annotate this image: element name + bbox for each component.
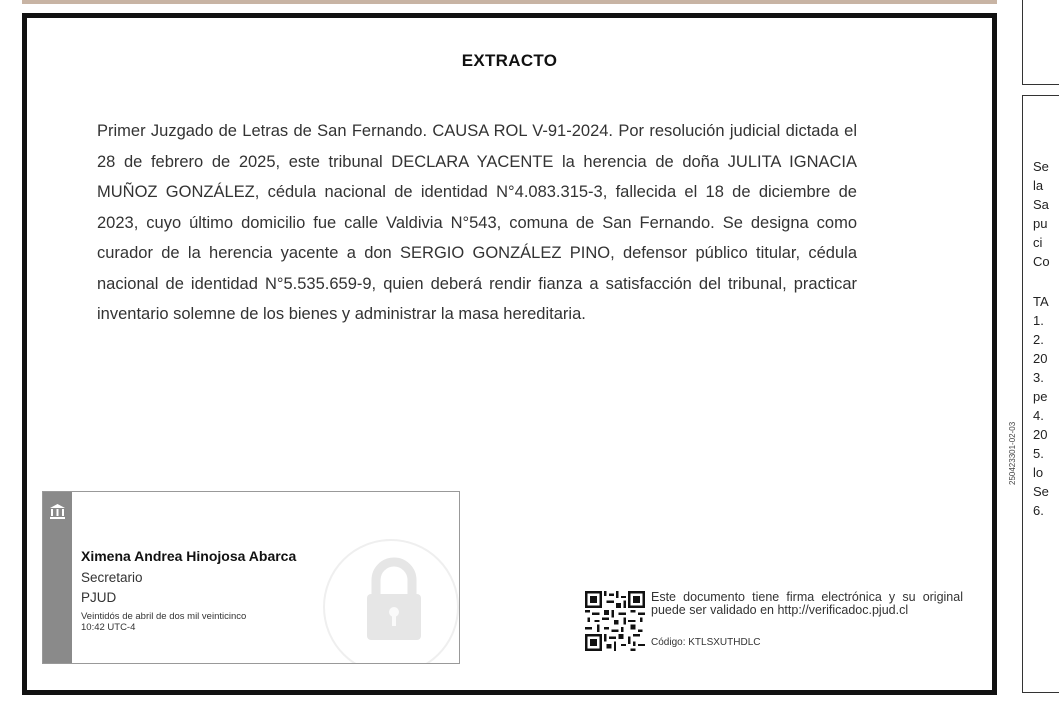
fragment-text: 3.: [1033, 370, 1044, 385]
courthouse-icon: [48, 502, 67, 521]
qr-code[interactable]: [585, 591, 645, 651]
signer-org: PJUD: [81, 590, 117, 605]
verification-text: Este documento tiene firma electrónica y su original puede ser validado en http://verificadoc.pjud.cl: [651, 590, 963, 617]
fragment-text: pu: [1033, 216, 1048, 231]
top-rule: [22, 0, 997, 4]
fragment-text: Se: [1033, 484, 1049, 499]
adjacent-box-top: [1022, 0, 1059, 85]
document-title: EXTRACTO: [461, 51, 558, 70]
signature-date: [81, 611, 246, 633]
fragment-text: TA: [1033, 294, 1049, 309]
fragment-text: pe: [1033, 389, 1048, 404]
signer-name: Ximena Andrea Hinojosa Abarca: [81, 548, 297, 564]
document-side-id: 250423301-02-03: [1008, 421, 1017, 485]
fragment-text: Co: [1033, 254, 1050, 269]
signer-role: Secretario: [81, 570, 143, 585]
verification-code: Código: KTLSXUTHDLC: [651, 637, 761, 648]
fragment-text: la: [1033, 178, 1044, 193]
extract-body: Primer Juzgado de Letras de San Fernando. CAUSA ROL V-91-2024. Por resolución judicial dictada el 28 de febrero de 2025, este tribunal DECLARA YACENTE la herencia de doña JULITA IGNACIA MUÑOZ GONZÁLEZ, cédula nacional de identidad N°4.083.315-3, fallecida el 18 de diciembre de 2023, cuyo último domicilio fue calle Valdivia N°543, comuna de San Fernando. Se designa como curador de la herencia yacente a don SERGIO GONZÁLEZ PINO, defensor público titular, cédula nacional de identidad N°5.535.659-9, quien deberá rendir fianza a satisfacción del tribunal, practicar inventario solemne de los bienes y administrar la masa hereditaria.: [97, 122, 857, 323]
fragment-text: ci: [1033, 235, 1043, 250]
lock-icon: [359, 554, 429, 644]
fragment-text: lo: [1033, 465, 1044, 480]
fragment-text: 20: [1033, 351, 1048, 366]
fragment-text: Sa: [1033, 197, 1049, 212]
fragment-text: 5.: [1033, 446, 1044, 461]
fragment-text: 6.: [1033, 503, 1044, 518]
fragment-text: 2.: [1033, 332, 1044, 347]
fragment-text: 4.: [1033, 408, 1044, 423]
signature-box: [42, 491, 460, 664]
fragment-text: 1.: [1033, 313, 1044, 328]
adjacent-box-bottom: [1022, 95, 1059, 693]
fragment-text: 20: [1033, 427, 1048, 442]
signature-time-line: 10:42 UTC-4: [81, 622, 136, 633]
signature-date-line: Veintidós de abril de dos mil veinticinco: [81, 611, 247, 622]
extract-box: [22, 13, 997, 695]
signature-sidebar: [43, 492, 72, 663]
fragment-text: Se: [1033, 159, 1049, 174]
